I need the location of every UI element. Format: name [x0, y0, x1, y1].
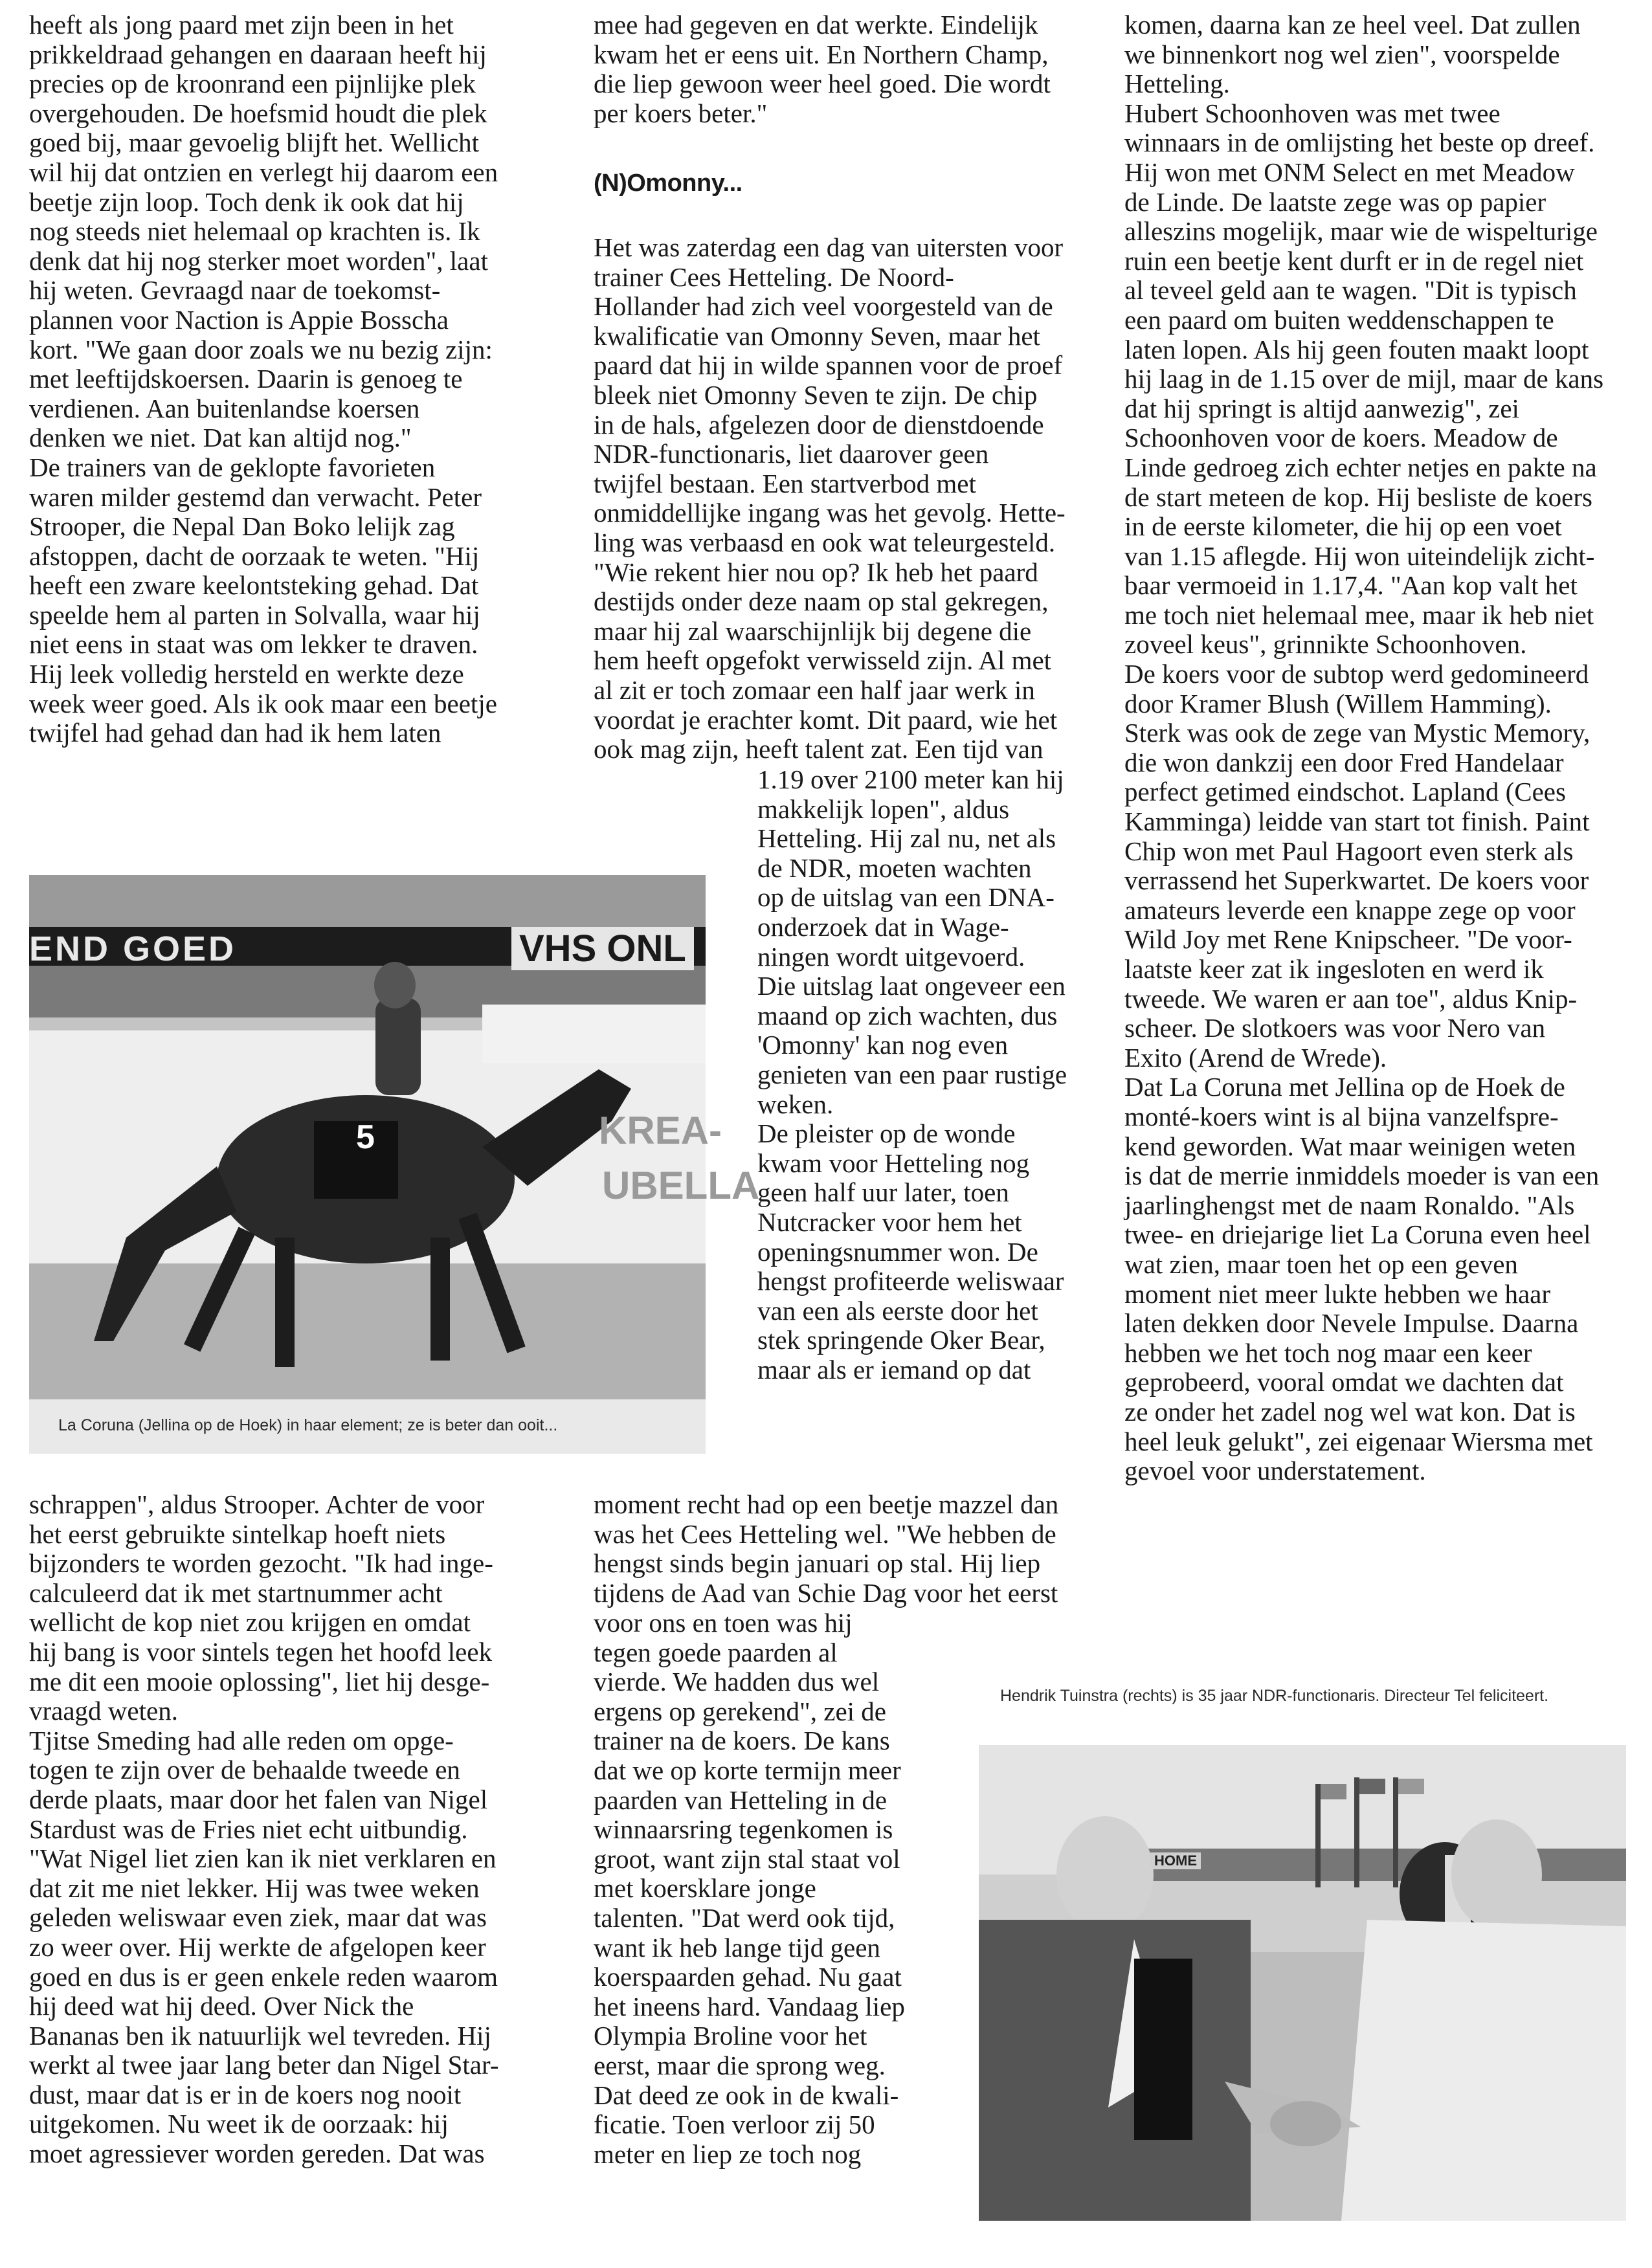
horse-photo-van-text-1: KREA-	[599, 1109, 722, 1152]
text-line: werkt al twee jaar lang beter dan Nigel Star-	[29, 2050, 499, 2080]
text-line: Hetteling. Hij zal nu, net als	[757, 823, 1056, 854]
text-line: Schoonhoven voor de koers. Meadow de	[1124, 423, 1558, 453]
text-line: in de eerste kilometer, die hij op een voet	[1124, 511, 1562, 542]
text-line: 'Omonny' kan nog even	[757, 1030, 1009, 1060]
text-line: laten dekken door Nevele Impulse. Daarna	[1124, 1308, 1579, 1339]
text-line: vraagd weten.	[29, 1696, 178, 1726]
text-line: voordat je erachter komt. Dit paard, wie het	[594, 704, 1058, 735]
text-line: van een als eerste door het	[757, 1295, 1038, 1326]
text-line: plannen voor Naction is Appie Bosscha	[29, 304, 449, 335]
text-line: maand op zich wachten, dus	[757, 1000, 1058, 1030]
text-line: laatste keer zat ik ingesloten en werd ik	[1124, 954, 1544, 984]
text-line: weken.	[757, 1089, 834, 1119]
text-line: groot, want zijn stal staat vol	[594, 1843, 900, 1874]
saddle-number: 5	[356, 1118, 375, 1156]
text-line: trainer Cees Hetteling. De Noord-	[594, 261, 954, 292]
text-line: Hubert Schoonhoven was met twee	[1124, 98, 1501, 128]
text-line: maar hij zal waarschijnlijk bij degene die	[594, 616, 1032, 646]
text-line: moment recht had op een beetje mazzel dan	[594, 1489, 1059, 1519]
text-line: per koers beter."	[594, 98, 768, 128]
text-line: me dit een mooie oplossing", liet hij desgе-	[29, 1666, 490, 1696]
text-line: beetje zijn loop. Toch denk ik ook dat hij	[29, 186, 464, 217]
text-line: precies op de kroonrand een pijnlijke plek	[29, 69, 476, 99]
text-line: paard dat hij in wilde spannen voor de proef	[594, 350, 1063, 381]
text-line: hem heeft opgefokt verwisseld zijn. Al met	[594, 645, 1052, 676]
text-line: al teveel geld aan te wagen. "Dit is typisch	[1124, 275, 1577, 306]
text-line: Tjitse Smeding had alle reden om opge-	[29, 1725, 454, 1755]
text-line: wil hij dat ontzien en verlegt hij daarom een	[29, 157, 498, 187]
text-line: prikkeldraad gehangen en daaraan heeft hij	[29, 39, 487, 69]
text-line: 1.19 over 2100 meter kan hij	[757, 764, 1064, 794]
text-line: hij deed wat hij deed. Over Nick the	[29, 1991, 414, 2021]
text-line: de Linde. De laatste zege was op papier	[1124, 186, 1546, 217]
text-line: overgehouden. De hoefsmid houdt die plek	[29, 98, 487, 128]
text-line: Strooper, die Nepal Dan Boko lelijk zag	[29, 511, 455, 542]
text-line: komen, daarna kan ze heel veel. Dat zullen	[1124, 10, 1581, 39]
text-line: Nutcracker voor hem het	[757, 1206, 1022, 1237]
text-line: genieten van een paar rustige	[757, 1059, 1067, 1089]
text-line: Wild Joy met Rene Knipscheer. "De voor-	[1124, 924, 1572, 955]
text-line: Hij leek volledig hersteld en werkte deze	[29, 659, 464, 689]
text-line: Sterk was ook de zege van Mystic Memory,	[1124, 718, 1591, 748]
middle-column-wide	[594, 1490, 1121, 1608]
text-line: Hij won met ONM Select en met Meadow	[1124, 157, 1575, 187]
text-line: heel leuk gelukt", zei eigenaar Wiersma met	[1124, 1426, 1593, 1456]
horse-caption: La Coruna (Jellina op de Hoek) in haar element; ze is beter dan ooit...	[58, 1416, 558, 1434]
text-line: Linde gedroeg zich echter netjes en pakte na	[1124, 452, 1597, 482]
text-line: goed en dus is er geen enkele reden waarom	[29, 1961, 498, 1992]
text-line: laten lopen. Als hij geen fouten maakt loopt	[1124, 334, 1589, 364]
text-line: tegen goede paarden al	[594, 1637, 838, 1667]
text-line: derde plaats, maar door het falen van Nigel	[29, 1784, 488, 1814]
text-line: "Wie rekent hier nou op? Ik heb het paard	[594, 557, 1038, 587]
text-line: scheer. De slotkoers was voor Nero van	[1124, 1013, 1546, 1043]
text-line: twijfel bestaan. Een startverbod met	[594, 468, 976, 498]
middle-column-top	[594, 10, 1121, 128]
text-line: die won dankzij een door Fred Handelaar	[1124, 747, 1564, 777]
text-line: dat zit me niet lekker. Hij was twee weken	[29, 1873, 480, 1903]
text-line: is dat de merrie inmiddels moeder is van een	[1124, 1161, 1600, 1191]
text-line: Chip won met Paul Hagoort even sterk als	[1124, 836, 1574, 866]
text-line: wat zien, maar toen het op een geven	[1124, 1249, 1518, 1279]
text-line: Olympia Broline voor het	[594, 2021, 867, 2051]
text-line: zoveel keus", grinnikte Schoonhoven.	[1124, 629, 1527, 660]
text-line: De trainers van de geklopte favorieten	[29, 452, 436, 482]
text-line: onderzoek dat in Wage-	[757, 911, 1009, 942]
horse-photo-sign-left: END GOED	[29, 929, 237, 968]
text-line: Die uitslag laat ongeveer een	[757, 971, 1066, 1001]
text-line: Hetteling.	[1124, 69, 1230, 99]
text-line: de NDR, moeten wachten	[757, 852, 1032, 883]
text-line: uitgekomen. Nu weet ik de oorzaak: hij	[29, 2109, 449, 2139]
text-line: voor ons en toen was hij	[594, 1608, 853, 1638]
text-line: ergens op gerekend", zei de	[594, 1696, 886, 1726]
text-line: we binnenkort nog wel zien", voorspelde	[1124, 39, 1560, 69]
text-line: Het was zaterdag een dag van uitersten voor	[594, 232, 1064, 262]
text-line: togen te zijn over de behaalde tweede en	[29, 1755, 460, 1785]
text-line: Kamminga) leidde van start tot finish. Paint	[1124, 806, 1590, 837]
text-line: jaarlinghengst met de naam Ronaldo. "Als	[1124, 1190, 1575, 1220]
text-line: NDR-functionaris, liet daarover geen	[594, 439, 989, 469]
text-line: van 1.15 aflegde. Hij won uiteindelijk zicht-	[1124, 540, 1595, 571]
text-line: koerspaarden gehad. Nu gaat	[594, 1962, 902, 1992]
text-line: destijds onder deze naam op stal gekregen,	[594, 586, 1049, 617]
text-line: ruin een beetje kent durft er in de regel niet	[1124, 245, 1584, 276]
horse-photo-van-text-2: UBELLA	[602, 1164, 760, 1207]
text-line: eerst, maar die sprong weg.	[594, 2050, 886, 2080]
right-column	[1124, 10, 1652, 1486]
middle-column-narrow	[757, 765, 1121, 1384]
text-line: heeft een zware keelontsteking gehad. Dat	[29, 570, 479, 601]
text-line: al zit er toch zomaar een half jaar werk in	[594, 674, 1035, 705]
text-line: het eerst gebruikte sintelkap hoeft niets	[29, 1518, 446, 1549]
text-line: denken we niet. Dat kan altijd nog."	[29, 423, 412, 453]
text-line: afstoppen, dacht de oorzaak te weten. "Hij	[29, 540, 480, 571]
text-line: gevoel voor understatement.	[1124, 1456, 1426, 1486]
text-line: dat we op korte termijn meer	[594, 1755, 901, 1785]
text-line: zo weer over. Hij werkte de afgelopen keer	[29, 1931, 486, 1962]
text-line: tweede. We waren er aan toe", aldus Knip-	[1124, 983, 1578, 1014]
text-line: winnaarsring tegenkomen is	[594, 1814, 893, 1845]
text-line: niet eens in staat was om lekker te draven.	[29, 629, 478, 660]
text-line: nog steeds niet helemaal op krachten is. Ik	[29, 216, 480, 247]
text-line: moet agressiever worden gereden. Dat was	[29, 2139, 485, 2169]
text-line: Dat La Coruna met Jellina op de Hoek de	[1124, 1072, 1565, 1102]
text-line: met leeftijdskoersen. Daarin is genoeg te	[29, 364, 463, 394]
text-line: paarden van Hetteling in de	[594, 1784, 887, 1815]
text-line: in de hals, afgelezen door de dienstdoende	[594, 409, 1044, 439]
text-line: bleek niet Omonny Seven te zijn. De chip	[594, 379, 1038, 410]
text-line: waren milder gestemd dan verwacht. Peter	[29, 482, 482, 512]
text-line: een paard om buiten weddenschappen te	[1124, 304, 1554, 335]
text-line: onmiddellijke ingang was het gevolg. Hette-	[594, 498, 1066, 528]
left-column-top	[29, 10, 557, 748]
text-line: hij bang is voor sintels tegen het hoofd leek	[29, 1636, 493, 1667]
text-line: Dat deed ze ook in de kwali-	[594, 2080, 899, 2110]
text-line: verrassend het Superkwartet. De koers voor	[1124, 865, 1589, 896]
text-line: geen half uur later, toen	[757, 1177, 1009, 1208]
text-line: mee had gegeven en dat werkte. Eindelijk	[594, 10, 1038, 39]
text-line: speelde hem al parten in Solvalla, waar hij	[29, 599, 480, 630]
text-line: week weer goed. Als ik ook maar een beetje	[29, 688, 497, 718]
text-line: denk dat hij nog sterker moet worden", laat	[29, 245, 488, 276]
text-line: door Kramer Blush (Willem Hamming).	[1124, 688, 1552, 718]
text-line: meter en liep ze toch nog	[594, 2139, 862, 2169]
text-line: die liep gewoon weer heel goed. Die wordt	[594, 69, 1051, 99]
text-line: kwam voor Hetteling nog	[757, 1148, 1030, 1178]
handshake-caption: Hendrik Tuinstra (rechts) is 35 jaar NDR-functionaris. Directeur Tel feliciteert.	[1000, 1687, 1549, 1705]
text-line: verdienen. Aan buitenlandse koersen	[29, 393, 420, 423]
text-line: ficatie. Toen verloor zij 50	[594, 2109, 875, 2140]
text-line: dust, maar dat is er in de koers nog nooit	[29, 2079, 462, 2109]
handshake-photo-sign: HOME	[1150, 1852, 1201, 1869]
text-line: moment niet meer lukte hebben we haar	[1124, 1278, 1551, 1309]
text-line: hengst sinds begin januari op stal. Hij liep	[594, 1548, 1041, 1579]
text-line: wellicht de kop niet zou krijgen en omdat	[29, 1607, 471, 1638]
section-heading-nomonny: (N)Omonny...	[594, 170, 742, 197]
text-line: hebben we het toch nog maar een keer	[1124, 1337, 1532, 1368]
text-line: trainer na de koers. De kans	[594, 1726, 890, 1756]
handshake-photo	[979, 1745, 1626, 2221]
text-line: winnaars in de omlijsting het beste op dreef.	[1124, 128, 1595, 158]
text-line: baar vermoeid in 1.17,4. "Aan kop valt het	[1124, 570, 1578, 601]
middle-column-body	[594, 233, 1121, 764]
text-line: ningen wordt uitgevoerd.	[757, 941, 1025, 972]
text-line: bijzonders te worden gezocht. "Ik had inge-	[29, 1548, 493, 1579]
text-line: Exito (Arend de Wrede).	[1124, 1042, 1387, 1073]
text-line: Hollander had zich veel voorgesteld van de	[594, 291, 1053, 322]
text-line: alleszins mogelijk, maar wie de wispelturige	[1124, 216, 1598, 247]
text-line: het ineens hard. Vandaag liep	[594, 1991, 905, 2021]
text-line: met koersklare jonge	[594, 1873, 816, 1904]
text-line: ling was verbaasd en ook wat teleurgesteld.	[594, 527, 1056, 557]
left-column-bottom	[29, 1490, 557, 2169]
text-line: talenten. "Dat werd ook tijd,	[594, 1902, 895, 1933]
text-line: monté-koers wint is al bijna vanzelfspre-	[1124, 1101, 1559, 1131]
text-line: kwam het er eens uit. En Northern Champ,	[594, 39, 1049, 69]
text-line: perfect getimed eindschot. Lapland (Cees	[1124, 777, 1566, 807]
text-line: vierde. We hadden dus wel	[594, 1667, 880, 1697]
text-line: hij laag in de 1.15 over de mijl, maar de kans	[1124, 364, 1604, 394]
text-line: tijdens de Aad van Schie Dag voor het eerst	[594, 1577, 1058, 1608]
text-line: Stardust was de Fries niet echt uitbundig.	[29, 1814, 468, 1844]
text-line: makkelijk lopen", aldus	[757, 794, 1010, 824]
text-line: dat hij springt is altijd aanwezig", zei	[1124, 393, 1519, 423]
text-line: kend geworden. Wat maar weinigen weten	[1124, 1131, 1576, 1161]
text-line: De koers voor de subtop werd gedomineerd	[1124, 659, 1589, 689]
text-line: kwalificatie van Omonny Seven, maar het	[594, 320, 1040, 351]
text-line: calculeerd dat ik met startnummer acht	[29, 1577, 443, 1608]
middle-column-bottom	[594, 1608, 917, 2169]
text-line: geprobeerd, vooral omdat we dachten dat	[1124, 1367, 1564, 1397]
text-line: kort. "We gaan door zoals we nu bezig zijn:	[29, 334, 493, 364]
text-line: ze onder het zadel nog wel wat kon. Dat is	[1124, 1396, 1576, 1427]
text-line: goed bij, maar gevoelig blijft het. Wellicht	[29, 128, 480, 158]
horse-photo	[29, 875, 760, 1399]
horse-photo-sign-right: VHS ONL	[511, 927, 694, 970]
text-line: stek springende Oker Bear,	[757, 1325, 1045, 1355]
text-line: hij weten. Gevraagd naar de toekomst-	[29, 275, 441, 306]
text-line: was het Cees Hetteling wel. "We hebben de	[594, 1518, 1056, 1549]
text-line: ook mag zijn, heeft talent zat. Een tijd van	[594, 734, 1044, 764]
text-line: want ik heb lange tijd geen	[594, 1932, 880, 1962]
text-line: de start meteen de kop. Hij besliste de koers	[1124, 482, 1592, 512]
text-line: twijfel had gehad dan had ik hem laten	[29, 718, 441, 748]
text-line: geleden weliswaar even ziek, maar dat was	[29, 1902, 487, 1933]
text-line: op de uitslag van een DNA-	[757, 882, 1055, 913]
text-line: Bananas ben ik natuurlijk wel tevreden. Hij	[29, 2020, 491, 2051]
text-line: openingsnummer won. De	[757, 1236, 1038, 1267]
text-line: twee- en driejarige liet La Coruna even heel	[1124, 1219, 1591, 1250]
text-line: De pleister op de wonde	[757, 1118, 1016, 1149]
text-line: "Wat Nigel liet zien kan ik niet verklaren en	[29, 1843, 497, 1874]
text-line: maar als er iemand op dat	[757, 1354, 1031, 1384]
text-line: me toch niet helemaal mee, maar ik heb niet	[1124, 599, 1594, 630]
text-line: hengst profiteerde weliswaar	[757, 1266, 1064, 1296]
text-line: heeft als jong paard met zijn been in het	[29, 10, 454, 39]
text-line: amateurs leverde een knappe zege op voor	[1124, 895, 1576, 925]
text-line: schrappen", aldus Strooper. Achter de voor	[29, 1489, 485, 1519]
